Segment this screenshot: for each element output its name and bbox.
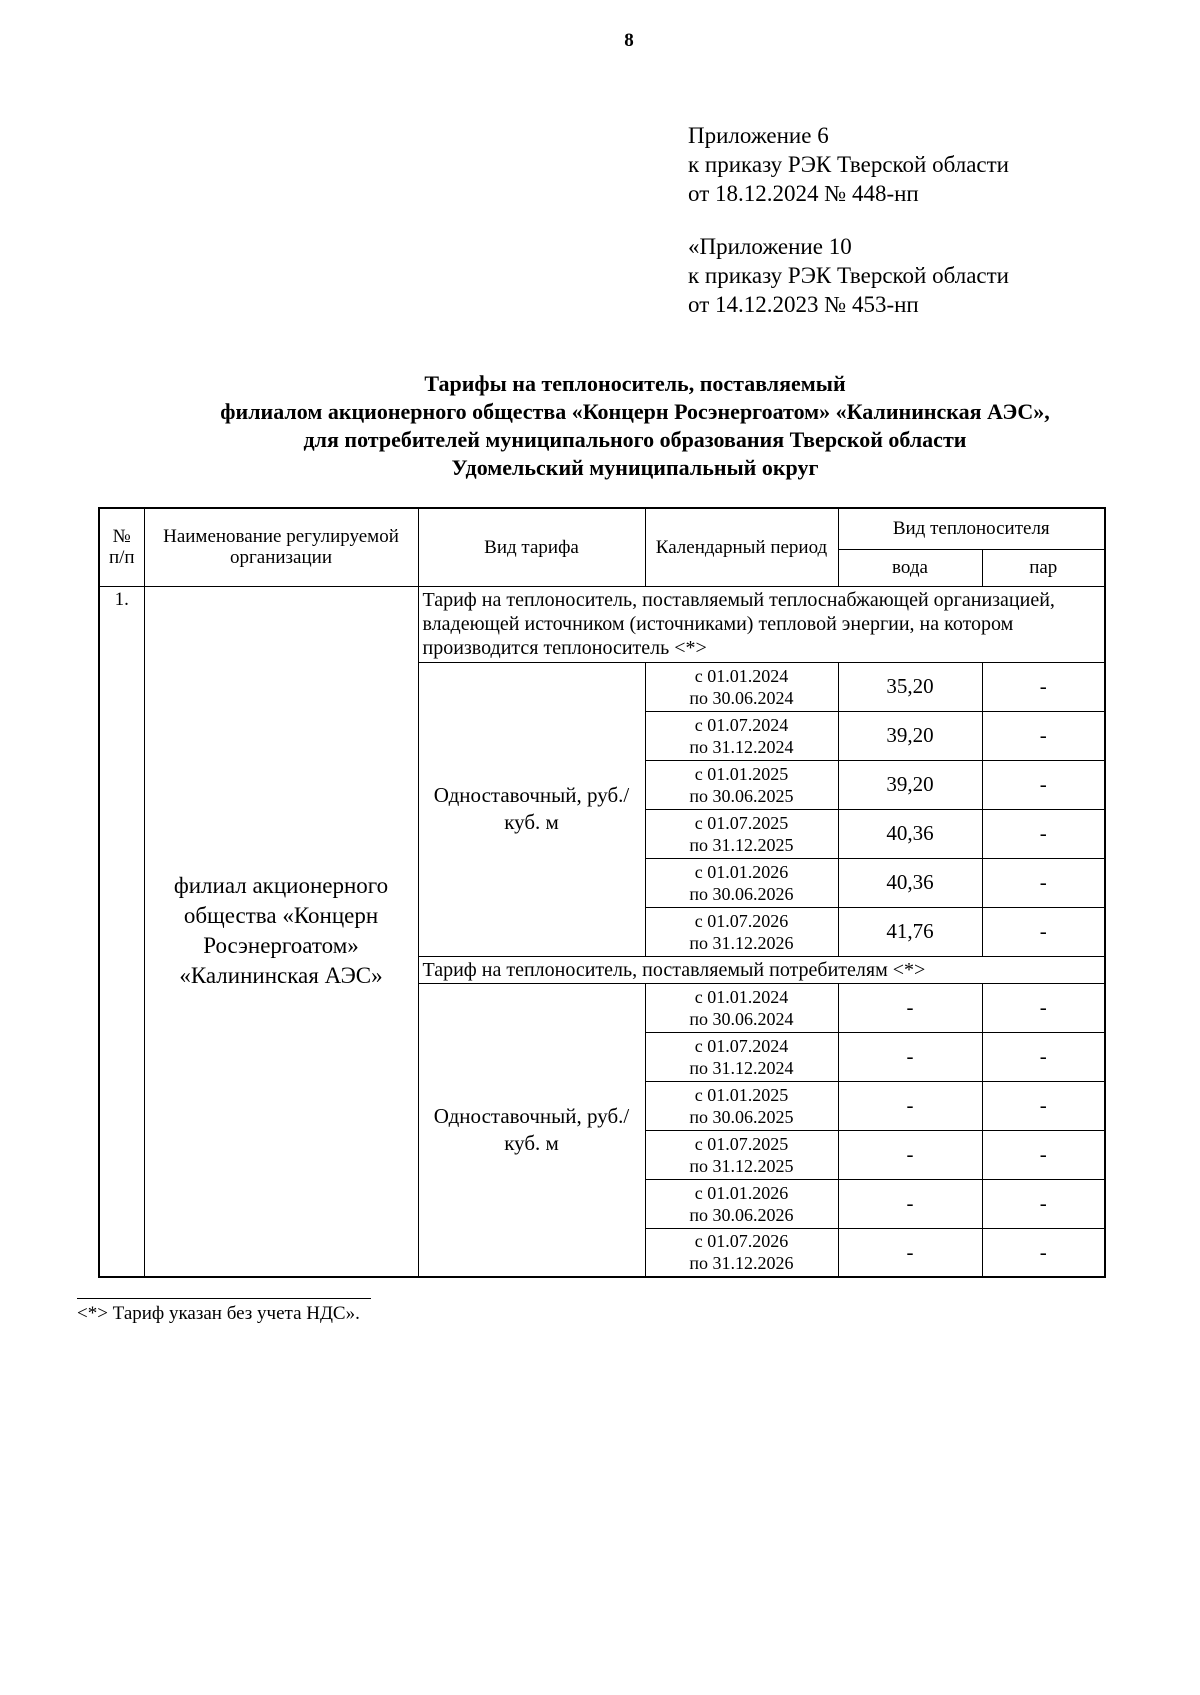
appendix-line: к приказу РЭК Тверской области <box>688 263 1009 288</box>
water-value: 39,20 <box>838 760 982 809</box>
period-from: с 01.07.2025 <box>694 1133 789 1154</box>
steam-value: - <box>982 760 1105 809</box>
period-cell <box>645 1228 838 1277</box>
water-value: - <box>838 1081 982 1130</box>
document-title <box>60 370 1200 482</box>
steam-value: - <box>982 1228 1105 1277</box>
water-value: 40,36 <box>838 809 982 858</box>
steam-value: - <box>982 1179 1105 1228</box>
period-to: по 30.06.2026 <box>689 883 794 904</box>
water-value: - <box>838 1130 982 1179</box>
period-cell <box>645 1130 838 1179</box>
appendix-header <box>688 121 1009 208</box>
period-cell <box>645 1032 838 1081</box>
water-value: - <box>838 1228 982 1277</box>
period-to: по 30.06.2024 <box>689 1008 794 1029</box>
period-from: с 01.01.2024 <box>694 986 789 1007</box>
header-heat-carrier: Вид теплоносителя <box>838 508 1105 549</box>
header-organization: Наименование регулируемой организации <box>144 508 418 586</box>
period-from: с 01.01.2024 <box>694 665 789 686</box>
title-line: Удомельский муниципальный округ <box>451 455 819 480</box>
steam-value: - <box>982 907 1105 956</box>
appendix-line: от 14.12.2023 № 453-нп <box>688 292 919 317</box>
footnote: <*> Тариф указан без учета НДС». <box>77 1303 360 1324</box>
organization-name: филиал акционерного общества «Концерн Росэнергоатом» «Калининская АЭС» <box>144 586 418 1277</box>
appendix-line: Приложение 6 <box>688 123 829 148</box>
steam-value: - <box>982 983 1105 1032</box>
water-value: 35,20 <box>838 662 982 711</box>
appendix-line: от 18.12.2024 № 448-нп <box>688 181 919 206</box>
period-cell <box>645 1179 838 1228</box>
period-to: по 30.06.2025 <box>689 785 794 806</box>
period-from: с 01.01.2025 <box>694 763 789 784</box>
header-number: № п/п <box>99 508 144 586</box>
tariff-kind: Одноставочный, руб./куб. м <box>418 983 645 1277</box>
water-value: - <box>838 1179 982 1228</box>
period-cell <box>645 809 838 858</box>
steam-value: - <box>982 809 1105 858</box>
page-number: 8 <box>624 30 634 51</box>
period-from: с 01.07.2026 <box>694 910 789 931</box>
steam-value: - <box>982 1081 1105 1130</box>
amended-appendix-header <box>688 232 1009 319</box>
steam-value: - <box>982 858 1105 907</box>
appendix-line: к приказу РЭК Тверской области <box>688 152 1009 177</box>
period-to: по 31.12.2025 <box>689 1155 794 1176</box>
period-from: с 01.01.2026 <box>694 861 789 882</box>
row-number: 1. <box>99 586 144 1277</box>
steam-value: - <box>982 1032 1105 1081</box>
period-from: с 01.07.2024 <box>694 714 789 735</box>
title-line: Тарифы на теплоноситель, поставляемый <box>424 371 846 396</box>
water-value: - <box>838 1032 982 1081</box>
period-cell <box>645 907 838 956</box>
period-to: по 30.06.2024 <box>689 687 794 708</box>
period-from: с 01.07.2025 <box>694 812 789 833</box>
period-to: по 31.12.2025 <box>689 834 794 855</box>
section-title: Тариф на теплоноситель, поставляемый теплоснабжающей организацией, владеющей источником (источниками) тепловой энергии, на котором производится теплоноситель <*> <box>418 586 1105 662</box>
period-from: с 01.07.2024 <box>694 1035 789 1056</box>
period-to: по 31.12.2024 <box>689 736 794 757</box>
water-value: 39,20 <box>838 711 982 760</box>
period-cell <box>645 711 838 760</box>
period-to: по 30.06.2026 <box>689 1204 794 1225</box>
period-to: по 31.12.2026 <box>689 1253 794 1274</box>
footnote-divider <box>77 1298 371 1299</box>
steam-value: - <box>982 711 1105 760</box>
period-cell <box>645 983 838 1032</box>
water-value: - <box>838 983 982 1032</box>
period-cell <box>645 760 838 809</box>
period-to: по 30.06.2025 <box>689 1106 794 1127</box>
period-from: с 01.07.2026 <box>694 1231 789 1252</box>
tariff-kind: Одноставочный, руб./куб. м <box>418 662 645 956</box>
period-cell <box>645 662 838 711</box>
appendix-line: «Приложение 10 <box>688 234 852 259</box>
title-line: для потребителей муниципального образования Тверской области <box>303 427 967 452</box>
header-period: Календарный период <box>645 508 838 586</box>
period-from: с 01.01.2025 <box>694 1084 789 1105</box>
steam-value: - <box>982 1130 1105 1179</box>
header-steam: пар <box>982 549 1105 586</box>
water-value: 40,36 <box>838 858 982 907</box>
steam-value: - <box>982 662 1105 711</box>
header-water: вода <box>838 549 982 586</box>
water-value: 41,76 <box>838 907 982 956</box>
title-line: филиалом акционерного общества «Концерн Росэнергоатом» «Калининская АЭС», <box>220 399 1050 424</box>
section-title: Тариф на теплоноситель, поставляемый потребителям <*> <box>418 956 1105 983</box>
period-from: с 01.01.2026 <box>694 1182 789 1203</box>
period-cell <box>645 858 838 907</box>
header-tariff-type: Вид тарифа <box>418 508 645 586</box>
tariff-table <box>98 507 1106 1278</box>
period-to: по 31.12.2024 <box>689 1057 794 1078</box>
period-to: по 31.12.2026 <box>689 932 794 953</box>
period-cell <box>645 1081 838 1130</box>
